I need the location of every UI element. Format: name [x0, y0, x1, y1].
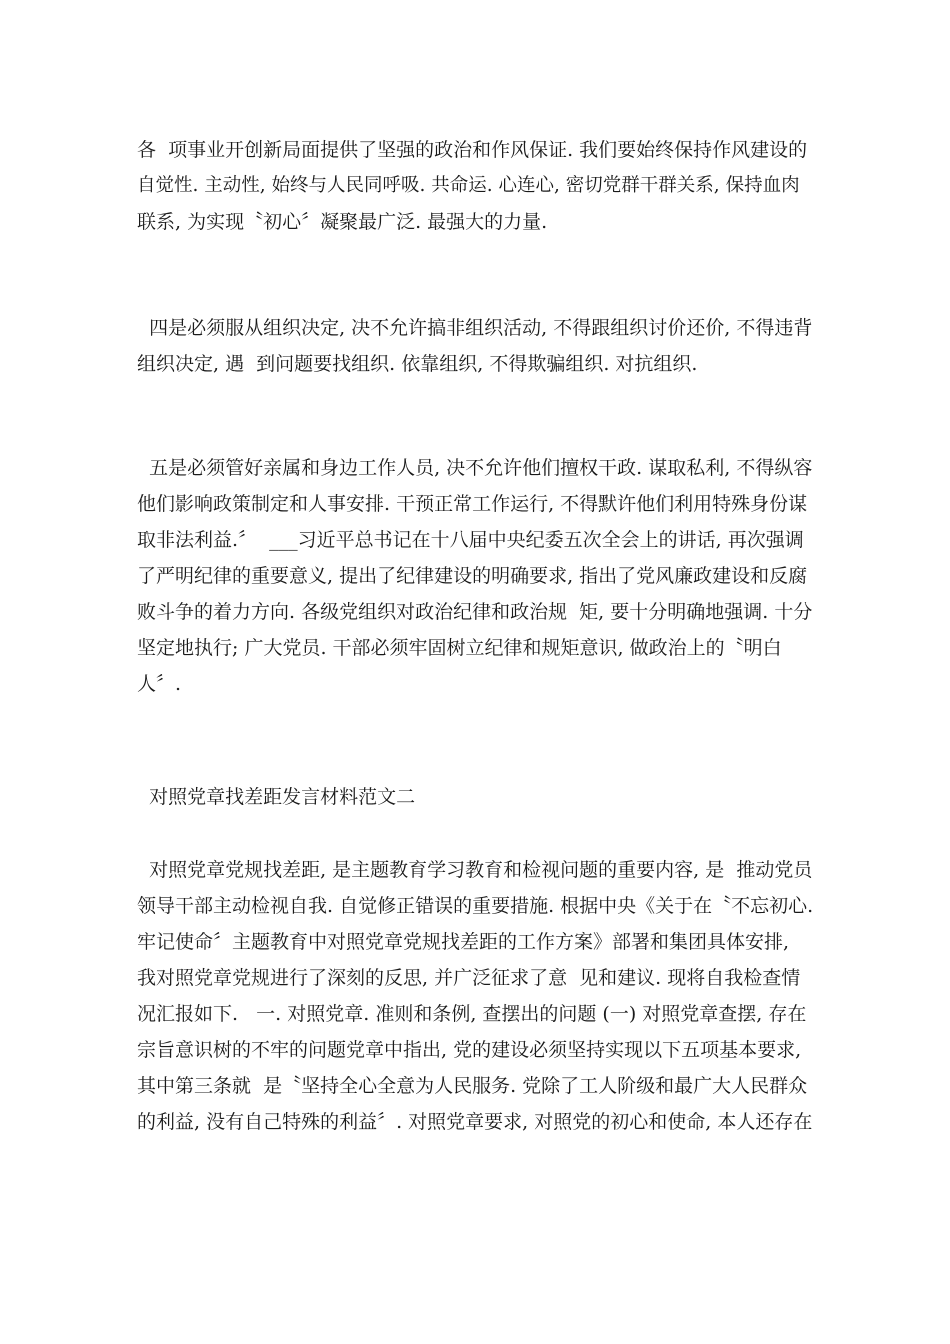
text-line: 对照党章党规找差距, 是主题教育学习教育和检视问题的重要内容, 是 推动党员: [137, 859, 813, 881]
text-line: 组织决定, 遇 到问题要找组织. 依靠组织, 不得欺骗组织. 对抗组织.: [137, 353, 698, 375]
section-heading: [137, 779, 813, 815]
text-line: 五是必须管好亲属和身边工作人员, 决不允许他们擅权干政. 谋取私利, 不得纵容: [137, 457, 813, 479]
heading-line: 对照党章找差距发言材料范文二: [137, 786, 416, 808]
text-line: 宗旨意识树的不牢的问题党章中指出, 党的建设必须坚持实现以下五项基本要求,: [137, 1039, 802, 1061]
text-line: 他们影响政策制定和人事安排. 干预正常工作运行, 不得默许他们利用特殊身份谋: [137, 493, 808, 515]
text-line: 牢记使命〞主题教育中对照党章党规找差距的工作方案》部署和集团具体安排,: [137, 931, 790, 953]
text-line: 况汇报如下. 一. 对照党章. 准则和条例, 查摆出的问题 (一) 对照党章查摆, 存在: [137, 1003, 807, 1025]
text-line: 败斗争的着力方向. 各级党组织对政治纪律和政治规 矩, 要十分明确地强调. 十分: [137, 601, 813, 623]
text-line: 各 项事业开创新局面提供了坚强的政治和作风保证. 我们要始终保持作风建设的: [137, 139, 808, 161]
text-line: 人〞.: [137, 673, 182, 695]
text-line: 的利益, 没有自己特殊的利益〞. 对照党章要求, 对照党的初心和使命, 本人还存在: [137, 1111, 813, 1133]
paragraph-self-check: [137, 852, 813, 1140]
text-line: 了严明纪律的重要意义, 提出了纪律建设的明确要求, 指出了党风廉政建设和反腐: [137, 565, 808, 587]
paragraph-point-four: [137, 310, 813, 382]
text-line: 其中第三条就 是〝坚持全心全意为人民服务. 党除了工人阶级和最广大人民群众: [137, 1075, 808, 1097]
text-line: 自觉性. 主动性, 始终与人民同呼吸. 共命运. 心连心, 密切党群干群关系, 保持血肉: [137, 175, 800, 196]
text-line: 联系, 为实现〝初心〞凝聚最广泛. 最强大的力量.: [137, 211, 548, 233]
paragraph-point-five: [137, 450, 813, 702]
text-line: 取非法利益.〞 ___习近平总书记在十八届中央纪委五次全会上的讲话, 再次强调: [137, 529, 804, 551]
paragraph-work-style: [137, 132, 813, 240]
text-line: 坚定地执行; 广大党员. 干部必须牢固树立纪律和规矩意识, 做政治上的〝明白: [137, 637, 782, 659]
text-line: 我对照党章党规进行了深刻的反思, 并广泛征求了意 见和建议. 现将自我检查情: [137, 967, 801, 989]
text-line: 领导干部主动检视自我. 自觉修正错误的重要措施. 根据中央《关于在〝不忘初心.: [137, 895, 814, 917]
text-line: 四是必须服从组织决定, 决不允许搞非组织活动, 不得跟组织讨价还价, 不得违背: [137, 317, 813, 339]
